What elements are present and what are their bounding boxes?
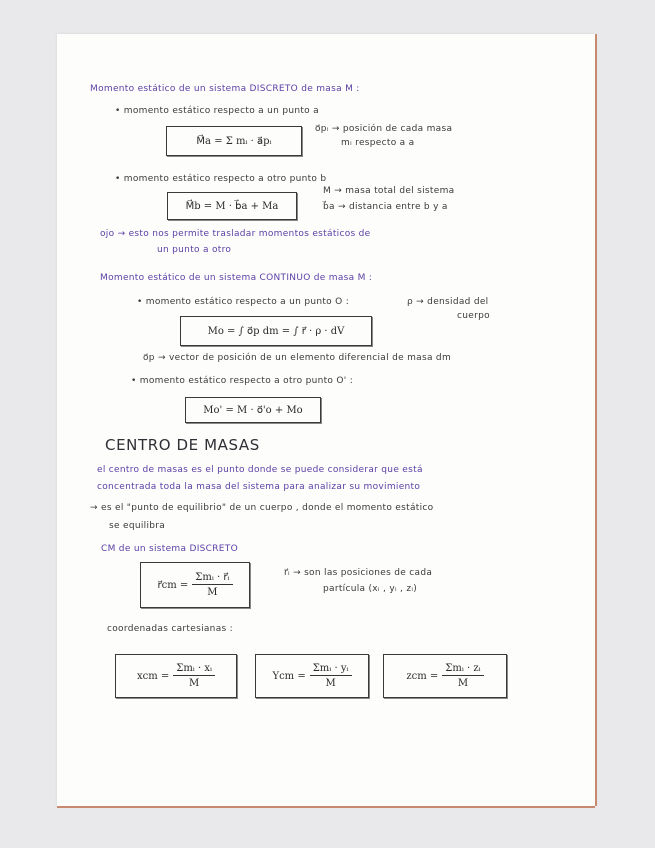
continuous-other-point-item: • momento estático respecto a otro punto O' :	[131, 376, 354, 386]
ojo-line1: ojo → esto nos permite trasladar momentos estáticos de	[100, 229, 371, 239]
formula-box-continuous-mo-prime	[185, 397, 321, 423]
formula-continuous-mo: Mo = ∫ o⃗p dm = ∫ r⃗ · ρ · dV	[207, 325, 345, 337]
formula-discrete-mb: M⃗b = M · b⃗a + Ma	[185, 200, 279, 212]
formula-continuous-mo-prime: Mo' = M · o⃗'o + Mo	[203, 404, 303, 416]
ycm-lhs: Ycm =	[272, 670, 306, 682]
discrete-point-item: • momento estático respecto a un punto a	[115, 106, 319, 116]
zcm-denominator: M	[457, 678, 469, 689]
ycm-fraction	[310, 663, 352, 689]
cartesian-label: coordenadas cartesianas :	[107, 624, 233, 634]
formula-box-discrete-mo	[166, 126, 302, 156]
formula-discrete-mo: M⃗a = Σ mᵢ · a⃗pᵢ	[196, 135, 272, 147]
discrete-cm-title: CM de un sistema DISCRETO	[101, 544, 238, 554]
formula-box-continuous-mo	[180, 316, 372, 346]
formula-box-xcm	[115, 654, 237, 698]
zcm-lhs: zcm =	[406, 670, 439, 682]
rcm-lhs: r⃗cm =	[157, 579, 189, 591]
continuous-point-item: • momento estático respecto a un punto O :	[137, 297, 350, 307]
xcm-denominator: M	[189, 678, 200, 689]
formula-box-zcm	[383, 654, 507, 698]
center-of-mass-heading: CENTRO DE MASAS	[105, 436, 260, 454]
ycm-denominator: M	[325, 678, 336, 689]
continuous-section-title: Momento estático de un sistema CONTINUO de masa M :	[100, 273, 373, 283]
mass-note: M → masa total del sistema	[323, 186, 455, 196]
cm-definition-line2: concentrada toda la masa del sistema para analizar su movimiento	[97, 482, 421, 492]
discrete-other-point-item: • momento estático respecto a otro punto b	[115, 174, 327, 184]
op-note-line1: o⃗pᵢ → posición de cada masa	[315, 124, 453, 134]
formula-box-ycm	[255, 654, 369, 698]
zcm-numerator: Σmᵢ · zᵢ	[442, 663, 483, 676]
cm-equilibrium-line2: se equilibra	[109, 521, 166, 531]
density-note-line2: cuerpo	[457, 311, 490, 321]
formula-box-rcm	[140, 562, 250, 608]
ri-note-line1: r⃗ᵢ → son las posiciones de cada	[284, 568, 433, 578]
ycm-numerator: Σmᵢ · yᵢ	[310, 663, 352, 676]
discrete-section-title: Momento estático de un sistema DISCRETO de masa M :	[90, 84, 360, 94]
density-note-line1: ρ → densidad del	[407, 297, 489, 307]
xcm-fraction	[173, 663, 215, 689]
zcm-fraction	[442, 663, 483, 689]
ri-note-line2: partícula (xᵢ , yᵢ , zᵢ)	[323, 584, 418, 594]
cm-equilibrium-line1: → es el "punto de equilibrio" de un cuerpo , donde el momento estático	[90, 503, 434, 513]
formula-box-discrete-mb	[167, 192, 297, 220]
cm-definition-line1: el centro de masas es el punto donde se puede considerar que está	[97, 465, 423, 475]
ojo-line2: un punto a otro	[157, 245, 232, 255]
xcm-lhs: xcm =	[136, 670, 170, 682]
rcm-numerator: Σmᵢ · r⃗ᵢ	[192, 572, 232, 585]
rcm-fraction	[192, 572, 232, 598]
rcm-denominator: M	[207, 587, 218, 598]
xcm-numerator: Σmᵢ · xᵢ	[173, 663, 215, 676]
distance-note: b⃗a → distancia entre b y a	[323, 202, 448, 212]
op-note-line2: mᵢ respecto a a	[341, 138, 415, 148]
notebook-page	[57, 34, 595, 806]
op-vector-note: o⃗p → vector de posición de un elemento diferencial de masa dm	[143, 353, 452, 363]
